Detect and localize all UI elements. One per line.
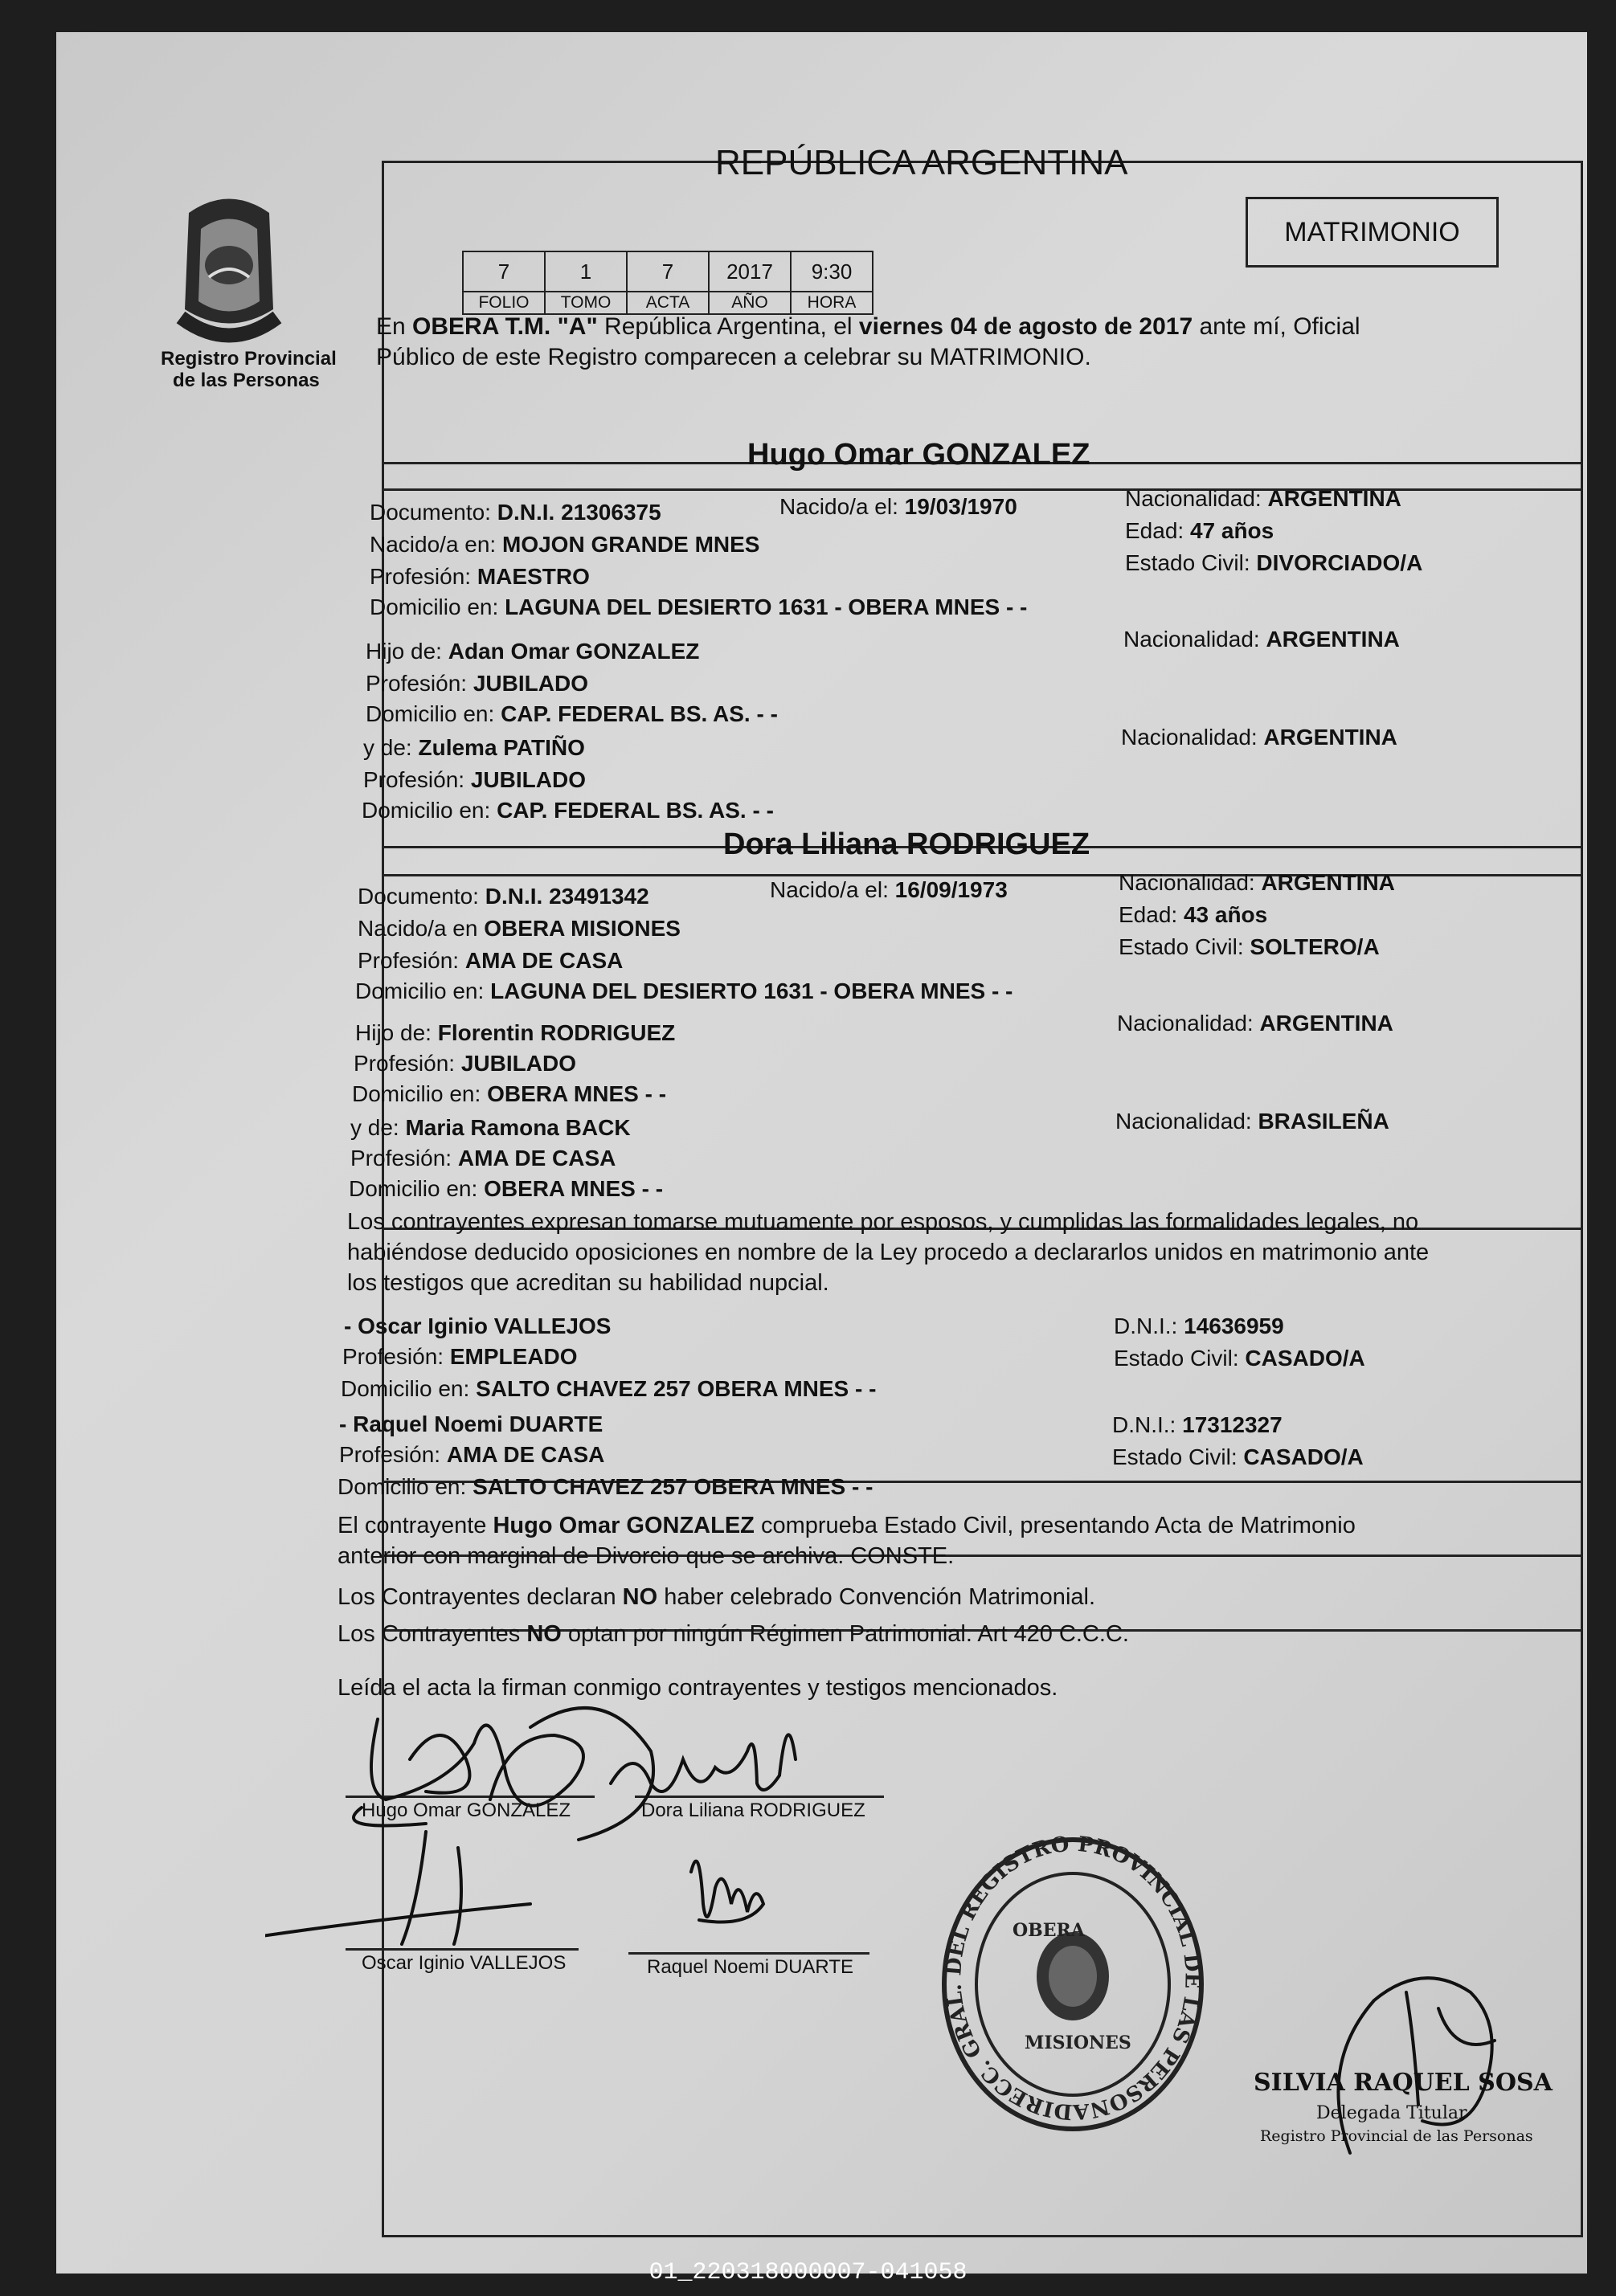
bride-father-profession: Profesión: JUBILADO [354, 1051, 576, 1076]
witness2-signature-label: Raquel Noemi DUARTE [647, 1956, 853, 1978]
document-page [56, 32, 1587, 2274]
certificate-type-box [1246, 197, 1499, 268]
official-stamp [936, 1832, 1209, 2137]
declaration-line3: los testigos que acreditan su habilidad nupcial. [347, 1270, 829, 1296]
official-signature [1302, 1944, 1535, 2185]
bride-address: Domicilio en: LAGUNA DEL DESIERTO 1631 - OBERA MNES - - [355, 978, 1013, 1003]
acta-value: 7 [627, 251, 709, 292]
groom-address: Domicilio en: LAGUNA DEL DESIERTO 1631 - OBERA MNES - - [370, 594, 1028, 619]
witness1-signature-label: Oscar Iginio VALLEJOS [362, 1952, 567, 1974]
bride-birthdate: Nacido/a el: 16/09/1973 [770, 877, 1008, 902]
groom-father-profession: Profesión: JUBILADO [366, 671, 588, 696]
hour-label: HORA [791, 292, 873, 314]
certificate-type: MATRIMONIO [1284, 217, 1460, 247]
divider [384, 874, 1581, 876]
bride-nationality: Nacionalidad: ARGENTINA [1119, 870, 1395, 895]
year-value: 2017 [709, 251, 791, 292]
witness2-dni: D.N.I.: 17312327 [1112, 1412, 1283, 1437]
groom-birthplace: Nacido/a en: MOJON GRANDE MNES [370, 532, 760, 557]
groom-name: Hugo Omar GONZALEZ [747, 438, 1090, 472]
groom-signature-label: Hugo Omar GONZALEZ [362, 1800, 571, 1821]
stamp-inner-top: OBERA [1013, 1920, 1085, 1941]
groom-profession: Profesión: MAESTRO [370, 564, 590, 589]
seal-caption-line1: Registro Provincial [161, 348, 337, 370]
declaration-line2: habiéndose deducido oposiciones en nombre de la Ley procedo a declararlos unidos en matrimonio ante [347, 1240, 1430, 1265]
witness1-civil-status: Estado Civil: CASADO/A [1114, 1346, 1365, 1371]
witness2-name: - Raquel Noemi DUARTE [339, 1412, 603, 1436]
bride-father-nationality: Nacionalidad: ARGENTINA [1117, 1011, 1393, 1036]
witness2-profession: Profesión: AMA DE CASA [339, 1442, 605, 1467]
bride-mother: y de: Maria Ramona BACK [350, 1115, 631, 1140]
witness1-name: - Oscar Iginio VALLEJOS [344, 1313, 612, 1338]
witness1-dni: D.N.I.: 14636959 [1114, 1313, 1284, 1338]
intro-line2: Público de este Registro comparecen a celebrar su MATRIMONIO. [376, 344, 1091, 370]
declaration-line1: Los contrayentes expresan tomarse mutuamente por esposos, y cumplidas las formalidades legales, no [347, 1209, 1419, 1235]
official-name: SILVIA RAQUEL SOSA [1254, 2069, 1553, 2097]
handwritten-signatures [265, 1663, 924, 1984]
stamp-ring-text: DIRECC. GRAL. DEL REGISTRO PROVINCIAL DE LAS PERSONA [942, 1832, 1205, 2124]
bride-age: Edad: 43 años [1119, 902, 1268, 927]
regime-line2: Los Contrayentes NO optan por ningún Régimen Patrimonial. Art 420 C.C.C. [338, 1621, 1129, 1647]
folio-value: 7 [463, 251, 545, 292]
closing-statement: Leída el acta la firman conmigo contrayentes y testigos mencionados. [338, 1675, 1058, 1701]
official-office: Registro Provincial de las Personas [1260, 2127, 1533, 2145]
civil-status-note-line2: anterior con marginal de Divorcio que se archiva. CONSTE. [338, 1543, 955, 1569]
groom-father-address: Domicilio en: CAP. FEDERAL BS. AS. - - [366, 701, 778, 726]
bride-document: Documento: D.N.I. 23491342 [358, 884, 649, 909]
folio-label: FOLIO [463, 292, 545, 314]
tomo-label: TOMO [545, 292, 627, 314]
witness2-address: Domicilio en: SALTO CHAVEZ 257 OBERA MNES - - [338, 1474, 873, 1499]
year-label: AÑO [709, 292, 791, 314]
bride-name: Dora Liliana RODRIGUEZ [723, 827, 1090, 861]
bride-father-address: Domicilio en: OBERA MNES - - [352, 1081, 667, 1106]
witness1-profession: Profesión: EMPLEADO [342, 1344, 578, 1369]
acta-label: ACTA [627, 292, 709, 314]
civil-status-note-line1: El contrayente Hugo Omar GONZALEZ comprueba Estado Civil, presentando Acta de Matrimonio [338, 1513, 1356, 1538]
regime-line1: Los Contrayentes declaran NO haber celebrado Convención Matrimonial. [338, 1584, 1096, 1610]
groom-mother: y de: Zulema PATIÑO [363, 735, 585, 760]
groom-mother-address: Domicilio en: CAP. FEDERAL BS. AS. - - [362, 798, 774, 823]
groom-age: Edad: 47 años [1125, 518, 1274, 543]
groom-father: Hijo de: Adan Omar GONZALEZ [366, 639, 700, 664]
file-code: 01_220318000007-041058 [648, 2259, 968, 2286]
bride-birthplace: Nacido/a en OBERA MISIONES [358, 916, 681, 941]
bride-mother-nationality: Nacionalidad: BRASILEÑA [1115, 1109, 1389, 1134]
witness2-civil-status: Estado Civil: CASADO/A [1112, 1444, 1364, 1469]
bride-signature-label: Dora Liliana RODRIGUEZ [641, 1800, 865, 1821]
seal-caption-line2: de las Personas [173, 370, 320, 391]
registry-table [462, 251, 873, 315]
stamp-inner-bottom: MISIONES [1025, 2032, 1131, 2053]
groom-document: Documento: D.N.I. 21306375 [370, 500, 661, 525]
hour-value: 9:30 [791, 251, 873, 292]
bride-mother-address: Domicilio en: OBERA MNES - - [349, 1176, 664, 1201]
official-title: Delegada Titular [1316, 2103, 1467, 2123]
groom-father-nationality: Nacionalidad: ARGENTINA [1123, 627, 1400, 652]
bride-father: Hijo de: Florentin RODRIGUEZ [355, 1020, 676, 1045]
page-title: REPÚBLICA ARGENTINA [715, 143, 1128, 182]
groom-nationality: Nacionalidad: ARGENTINA [1125, 486, 1401, 511]
bride-civil-status: Estado Civil: SOLTERO/A [1119, 934, 1380, 959]
bride-profession: Profesión: AMA DE CASA [358, 948, 624, 973]
intro-line1: En OBERA T.M. "A" República Argentina, el viernes 04 de agosto de 2017 ante mí, Oficial [376, 313, 1360, 340]
groom-civil-status: Estado Civil: DIVORCIADO/A [1125, 550, 1423, 575]
groom-birthdate: Nacido/a el: 19/03/1970 [779, 494, 1017, 519]
tomo-value: 1 [545, 251, 627, 292]
witness1-address: Domicilio en: SALTO CHAVEZ 257 OBERA MNES - - [341, 1376, 877, 1401]
groom-mother-profession: Profesión: JUBILADO [363, 767, 586, 792]
groom-mother-nationality: Nacionalidad: ARGENTINA [1121, 725, 1397, 750]
bride-mother-profession: Profesión: AMA DE CASA [350, 1146, 616, 1170]
